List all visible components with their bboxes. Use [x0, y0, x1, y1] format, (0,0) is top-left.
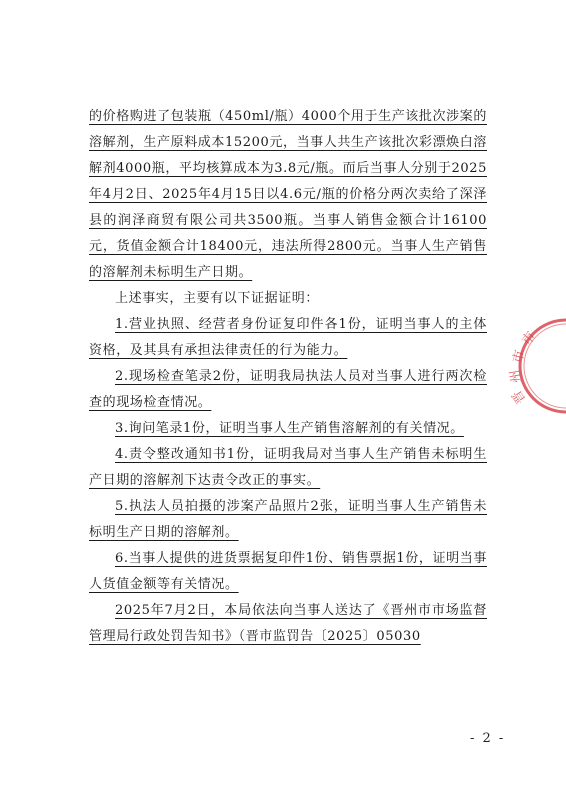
paragraph-evidence-3: 3.询问笔录1份，证明当事人生产销售溶解剂的有关情况。	[115, 421, 464, 436]
paragraph-evidence-4: 4.责令整改通知书1份，证明我局对当事人生产销售未标明生产日期的溶解剂下达责令改正的事实。	[89, 447, 487, 488]
seal-icon	[504, 316, 566, 416]
paragraph-evidence-1: 1.营业执照、经营者身份证复印件各1份，证明当事人的主体资格，及其具有承担法律责任的行为能力。	[89, 317, 487, 358]
paragraph-evidence-2: 2.现场检查笔录2份，证明我局执法人员对当事人进行两次检查的现场检查情况。	[89, 369, 487, 410]
document-body	[89, 104, 487, 650]
svg-text:市: 市	[519, 328, 540, 349]
svg-text:市: 市	[510, 348, 529, 366]
paragraph-case-facts: 的价格购进了包装瓶（450ml/瓶）4000个用于生产该批次涉案的溶解剂，生产原料成本15200元，当事人共生产该批次彩漂焕白溶解剂4000瓶，平均核算成本为3.8元/瓶。而后当事人分别于2025年4月2日、2025年4月15日以4.6元/瓶的价格分两次卖给了深泽县的润泽商贸有限公司共3500瓶。当事人销售金额合计16100元，货值金额合计18400元，违法所得2800元。当事人生产销售的溶解剂未标明生产日期。	[89, 109, 487, 280]
paragraph-evidence-5: 5.执法人员拍摄的涉案产品照片2张，证明当事人生产销售未标明生产日期的溶解剂。	[89, 499, 487, 540]
paragraph-evidence-6: 6.当事人提供的进货票据复印件1份、销售票据1份，证明当事人货值金额等有关情况。	[89, 551, 487, 592]
paragraph-evidence-intro: 上述事实，主要有以下证据证明：	[115, 291, 320, 306]
page-number: - 2 -	[470, 731, 506, 746]
svg-text:晋: 晋	[509, 387, 530, 407]
svg-text:州: 州	[507, 368, 525, 384]
paragraph-notice-served: 2025年7月2日，本局依法向当事人送达了《晋州市市场监督管理局行政处罚告知书》（晋市监罚告〔2025〕05030	[89, 603, 487, 644]
official-seal-stamp	[504, 316, 566, 420]
